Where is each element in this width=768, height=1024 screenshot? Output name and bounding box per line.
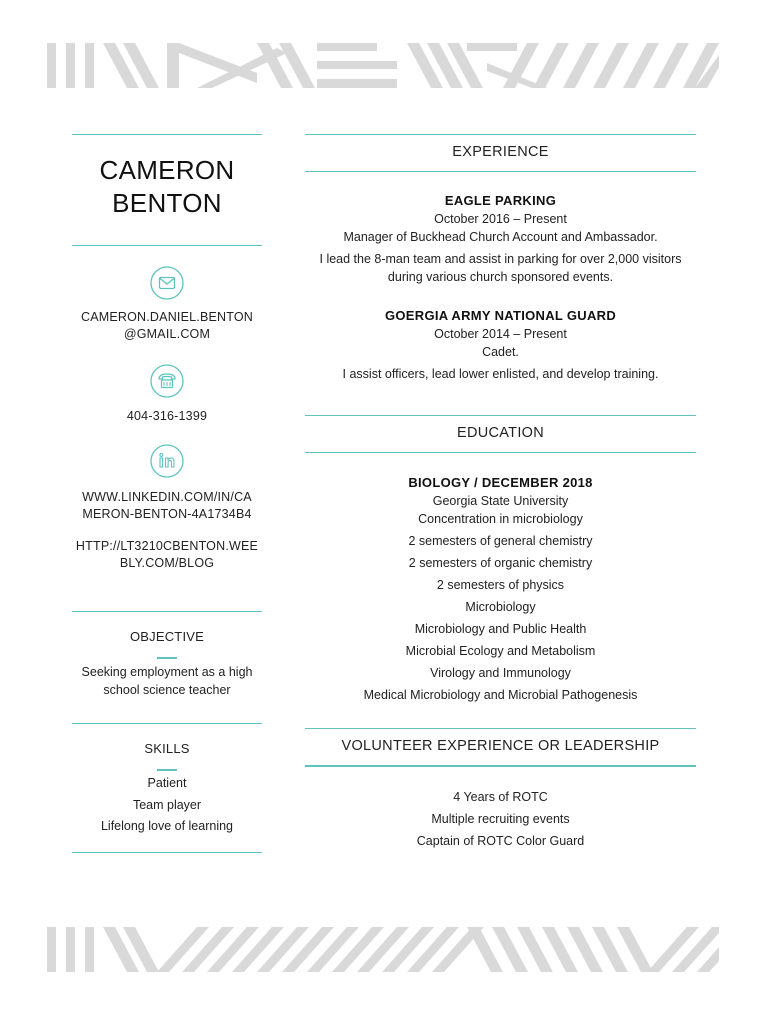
blog-line-2: BLY.COM/BLOG [119,556,215,570]
job-description-line: during various church sponsored events. [387,270,614,284]
left-column [72,134,262,853]
skill-item: Patient [147,776,187,790]
applicant-name [72,135,262,245]
course-item: 2 semesters of general chemistry [408,534,593,548]
course-item: Medical Microbiology and Microbial Pathogenesis [363,688,638,702]
bottom-stripe-band [47,927,719,972]
volunteer-item: Multiple recruiting events [431,812,570,826]
volunteer-item: 4 Years of ROTC [453,790,548,804]
course-item: Microbiology and Public Health [414,622,587,636]
job-title: EAGLE PARKING [444,193,557,208]
course-item: Microbial Ecology and Metabolism [405,644,596,658]
education-entry [305,474,696,704]
skill-item: Lifelong love of learning [100,819,234,833]
objective-heading: OBJECTIVE [129,629,205,644]
job-role: Manager of Buckhead Church Account and Ambassador. [343,230,658,244]
divider [72,852,262,853]
job-description-line: I lead the 8-man team and assist in parking for over 2,000 visitors [319,252,682,266]
job-role: Cadet. [482,345,519,359]
job-title: GOERGIA ARMY NATIONAL GUARD [384,308,617,323]
concentration: Concentration in microbiology [418,512,583,526]
volunteer-heading: VOLUNTEER EXPERIENCE OR LEADERSHIP [341,738,660,754]
linkedin-icon [150,444,184,478]
name-first: CAMERON [99,155,235,185]
blog-url[interactable] [72,538,262,572]
degree-title: BIOLOGY / DECEMBER 2018 [408,475,593,490]
linkedin-line-2: MERON-BENTON-4A1734B4 [82,507,252,521]
school-name: Georgia State University [432,494,569,508]
job-entry [305,307,696,383]
blog-line-1: HTTP://LT3210CBENTON.WEE [75,539,259,553]
email-line-1: CAMERON.DANIEL.BENTON [80,310,254,324]
job-dates: October 2016 – Present [434,212,567,226]
job-entry [305,192,696,286]
course-item: 2 semesters of organic chemistry [408,556,593,570]
objective-line-2: school science teacher [103,683,231,697]
skill-item: Team player [132,797,202,812]
top-stripe-band [47,43,719,88]
education-heading: EDUCATION [456,425,545,441]
right-column [305,134,696,850]
phone-number[interactable]: 404-316-1399 [126,409,208,423]
objective-text [72,663,262,699]
experience-heading: EXPERIENCE [452,144,549,160]
course-item: Virology and Immunology [430,666,571,680]
volunteer-item: Captain of ROTC Color Guard [416,834,585,848]
course-item: 2 semesters of physics [436,578,565,592]
volunteer-list [305,788,696,850]
linkedin-url[interactable] [72,489,262,523]
job-description-line: I assist officers, lead lower enlisted, and develop training. [342,367,659,381]
skills-list [72,773,262,838]
course-item: Microbiology [465,600,536,614]
objective-line-1: Seeking employment as a high [81,665,253,679]
linkedin-line-1: WWW.LINKEDIN.COM/IN/CA [82,490,252,504]
email-icon [150,266,184,300]
job-dates: October 2014 – Present [434,327,567,341]
email-address[interactable] [72,309,262,343]
phone-icon [150,364,184,398]
skills-heading: SKILLS [144,741,190,756]
name-last: BENTON [112,188,222,218]
email-line-2: @GMAIL.COM [123,327,211,341]
